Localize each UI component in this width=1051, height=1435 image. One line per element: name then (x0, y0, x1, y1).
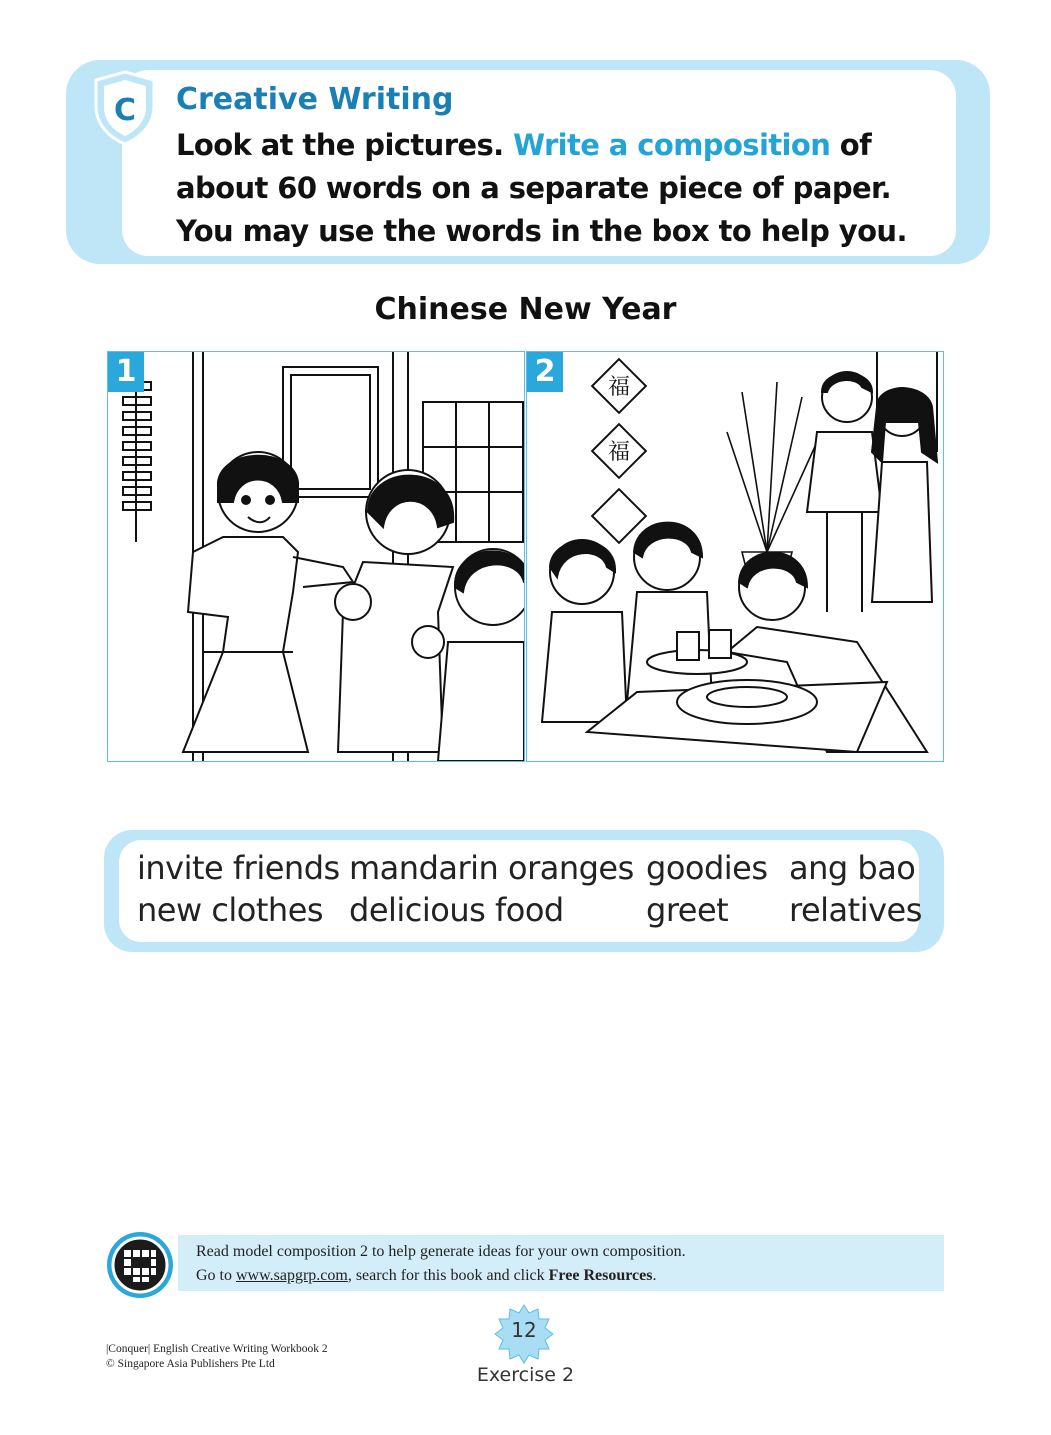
story-title: Chinese New Year (374, 292, 677, 327)
svg-text:福: 福 (607, 440, 631, 465)
resource-line-1: Read model composition 2 to help generate ideas for your own composition. (196, 1243, 686, 1260)
website-link[interactable]: www.sapgrp.com (236, 1267, 348, 1284)
family-reunion-illustration (527, 352, 943, 761)
svg-text:福: 福 (607, 375, 631, 400)
word-item: delicious food (349, 891, 564, 929)
free-resources-text (196, 1240, 686, 1288)
footer-copyright: © Singapore Asia Publishers Pte Ltd (106, 1358, 275, 1370)
footer-credits (106, 1342, 328, 1372)
picture-panel-2 (526, 351, 944, 762)
word-item: goodies (646, 849, 768, 887)
panel-number-2: 2 (527, 352, 563, 392)
word-item: ang bao (789, 849, 916, 887)
footer-book-title: |Conquer| English Creative Writing Workbook 2 (106, 1343, 328, 1355)
resource-end: . (652, 1267, 657, 1284)
word-item: new clothes (137, 891, 324, 929)
section-badge-icon (92, 70, 158, 146)
instruction-highlight: Write a composition (513, 128, 831, 162)
free-resources-label: Free Resources (548, 1267, 653, 1284)
instruction-part2: of about 60 words on a separate piece of paper. You may use the words in the box to help you. (176, 128, 907, 248)
section-title: Creative Writing (176, 82, 454, 117)
visiting-friends-illustration (108, 352, 524, 761)
instruction-part1: Look at the pictures. (176, 128, 514, 162)
word-item: mandarin oranges (349, 849, 634, 887)
panel-number-1: 1 (108, 352, 144, 392)
word-item: relatives (789, 891, 922, 929)
exercise-label: Exercise 2 (476, 1364, 575, 1386)
picture-panel-1 (107, 351, 525, 762)
page-number: 12 (511, 1318, 537, 1342)
resource-middle: , search for this book and click (347, 1267, 549, 1284)
word-item: greet (646, 891, 729, 929)
section-badge-letter: C (113, 93, 137, 128)
word-item: invite friends (137, 849, 340, 887)
resource-go-to: Go to (196, 1267, 236, 1284)
resource-line-2 (196, 1264, 686, 1288)
instruction-text (176, 124, 951, 253)
book-resource-icon (104, 1230, 180, 1300)
